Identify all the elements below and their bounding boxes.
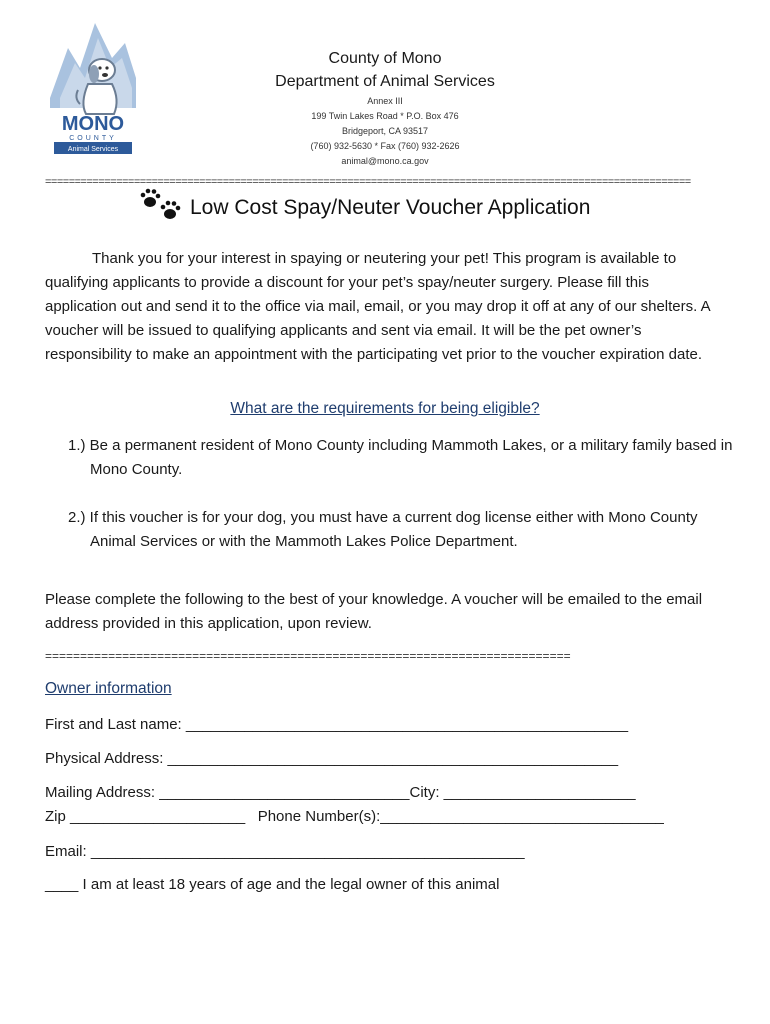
email-address: animal@mono.ca.gov xyxy=(341,156,429,166)
title-block xyxy=(140,188,590,227)
street-address: 199 Twin Lakes Road * P.O. Box 476 xyxy=(311,111,459,121)
department-name: Department of Animal Services xyxy=(275,73,495,90)
requirements-heading: What are the requirements for being eligible? xyxy=(230,400,540,417)
svg-text:MONO: MONO xyxy=(61,113,125,135)
divider-middle: =========================================================================== xyxy=(45,649,571,663)
age-owner-confirmation[interactable]: ____ I am at least 18 years of age and the legal owner of this animal xyxy=(45,876,500,893)
email-field[interactable]: Email: ____________________________________________________ xyxy=(45,843,525,860)
requirement-item: 1.) Be a permanent resident of Mono County including Mammoth Lakes, or a military family based in Mono County. xyxy=(68,437,733,478)
organization-header xyxy=(240,48,530,169)
divider-top: ============================================================================================================= xyxy=(45,176,691,188)
mailing-address-city-field[interactable]: Mailing Address: ______________________________City: _______________________ xyxy=(45,784,636,801)
annex: Annex III xyxy=(367,96,403,106)
physical-address-field[interactable]: Physical Address: ______________________________________________________ xyxy=(45,750,619,767)
svg-text:COUNTY: COUNTY xyxy=(69,135,117,142)
page-title: Low Cost Spay/Neuter Voucher Application xyxy=(190,195,591,219)
county-name: County of Mono xyxy=(328,50,442,67)
owner-information-heading: Owner information xyxy=(45,680,172,697)
zip-phone-field[interactable]: Zip _____________________ Phone Number(s):__________________________________ xyxy=(45,808,664,825)
name-field[interactable]: First and Last name: _____________________________________________________ xyxy=(45,716,629,733)
city-address: Bridgeport, CA 93517 xyxy=(341,126,429,136)
requirement-item: 2.) If this voucher is for your dog, you must have a current dog license either with Mono County Animal Services or with the Mammoth Lakes Police Department. xyxy=(68,509,698,550)
svg-text:Animal Services: Animal Services xyxy=(67,146,119,153)
phone-fax: (760) 932-5630 * Fax (760) 932-2626 xyxy=(310,141,460,151)
mono-county-logo xyxy=(50,18,136,156)
paw-prints-icon xyxy=(140,188,182,227)
intro-paragraph: Thank you for your interest in spaying or neutering your pet! This program is available to qualifying applicants to provide a discount for your pet’s spay/neuter surgery. Please fill this application out and send it to the office via mail, email, or you may drop it off at any of our shelters. A voucher will be issued to qualifying applicants and sent via email. It will be the pet owner’s responsibility to make an appointment with the participating vet prior to the voucher expiration date. xyxy=(45,250,710,363)
complete-note: Please complete the following to the best of your knowledge. A voucher will be emailed to the email address provided in this application, upon review. xyxy=(45,591,703,632)
